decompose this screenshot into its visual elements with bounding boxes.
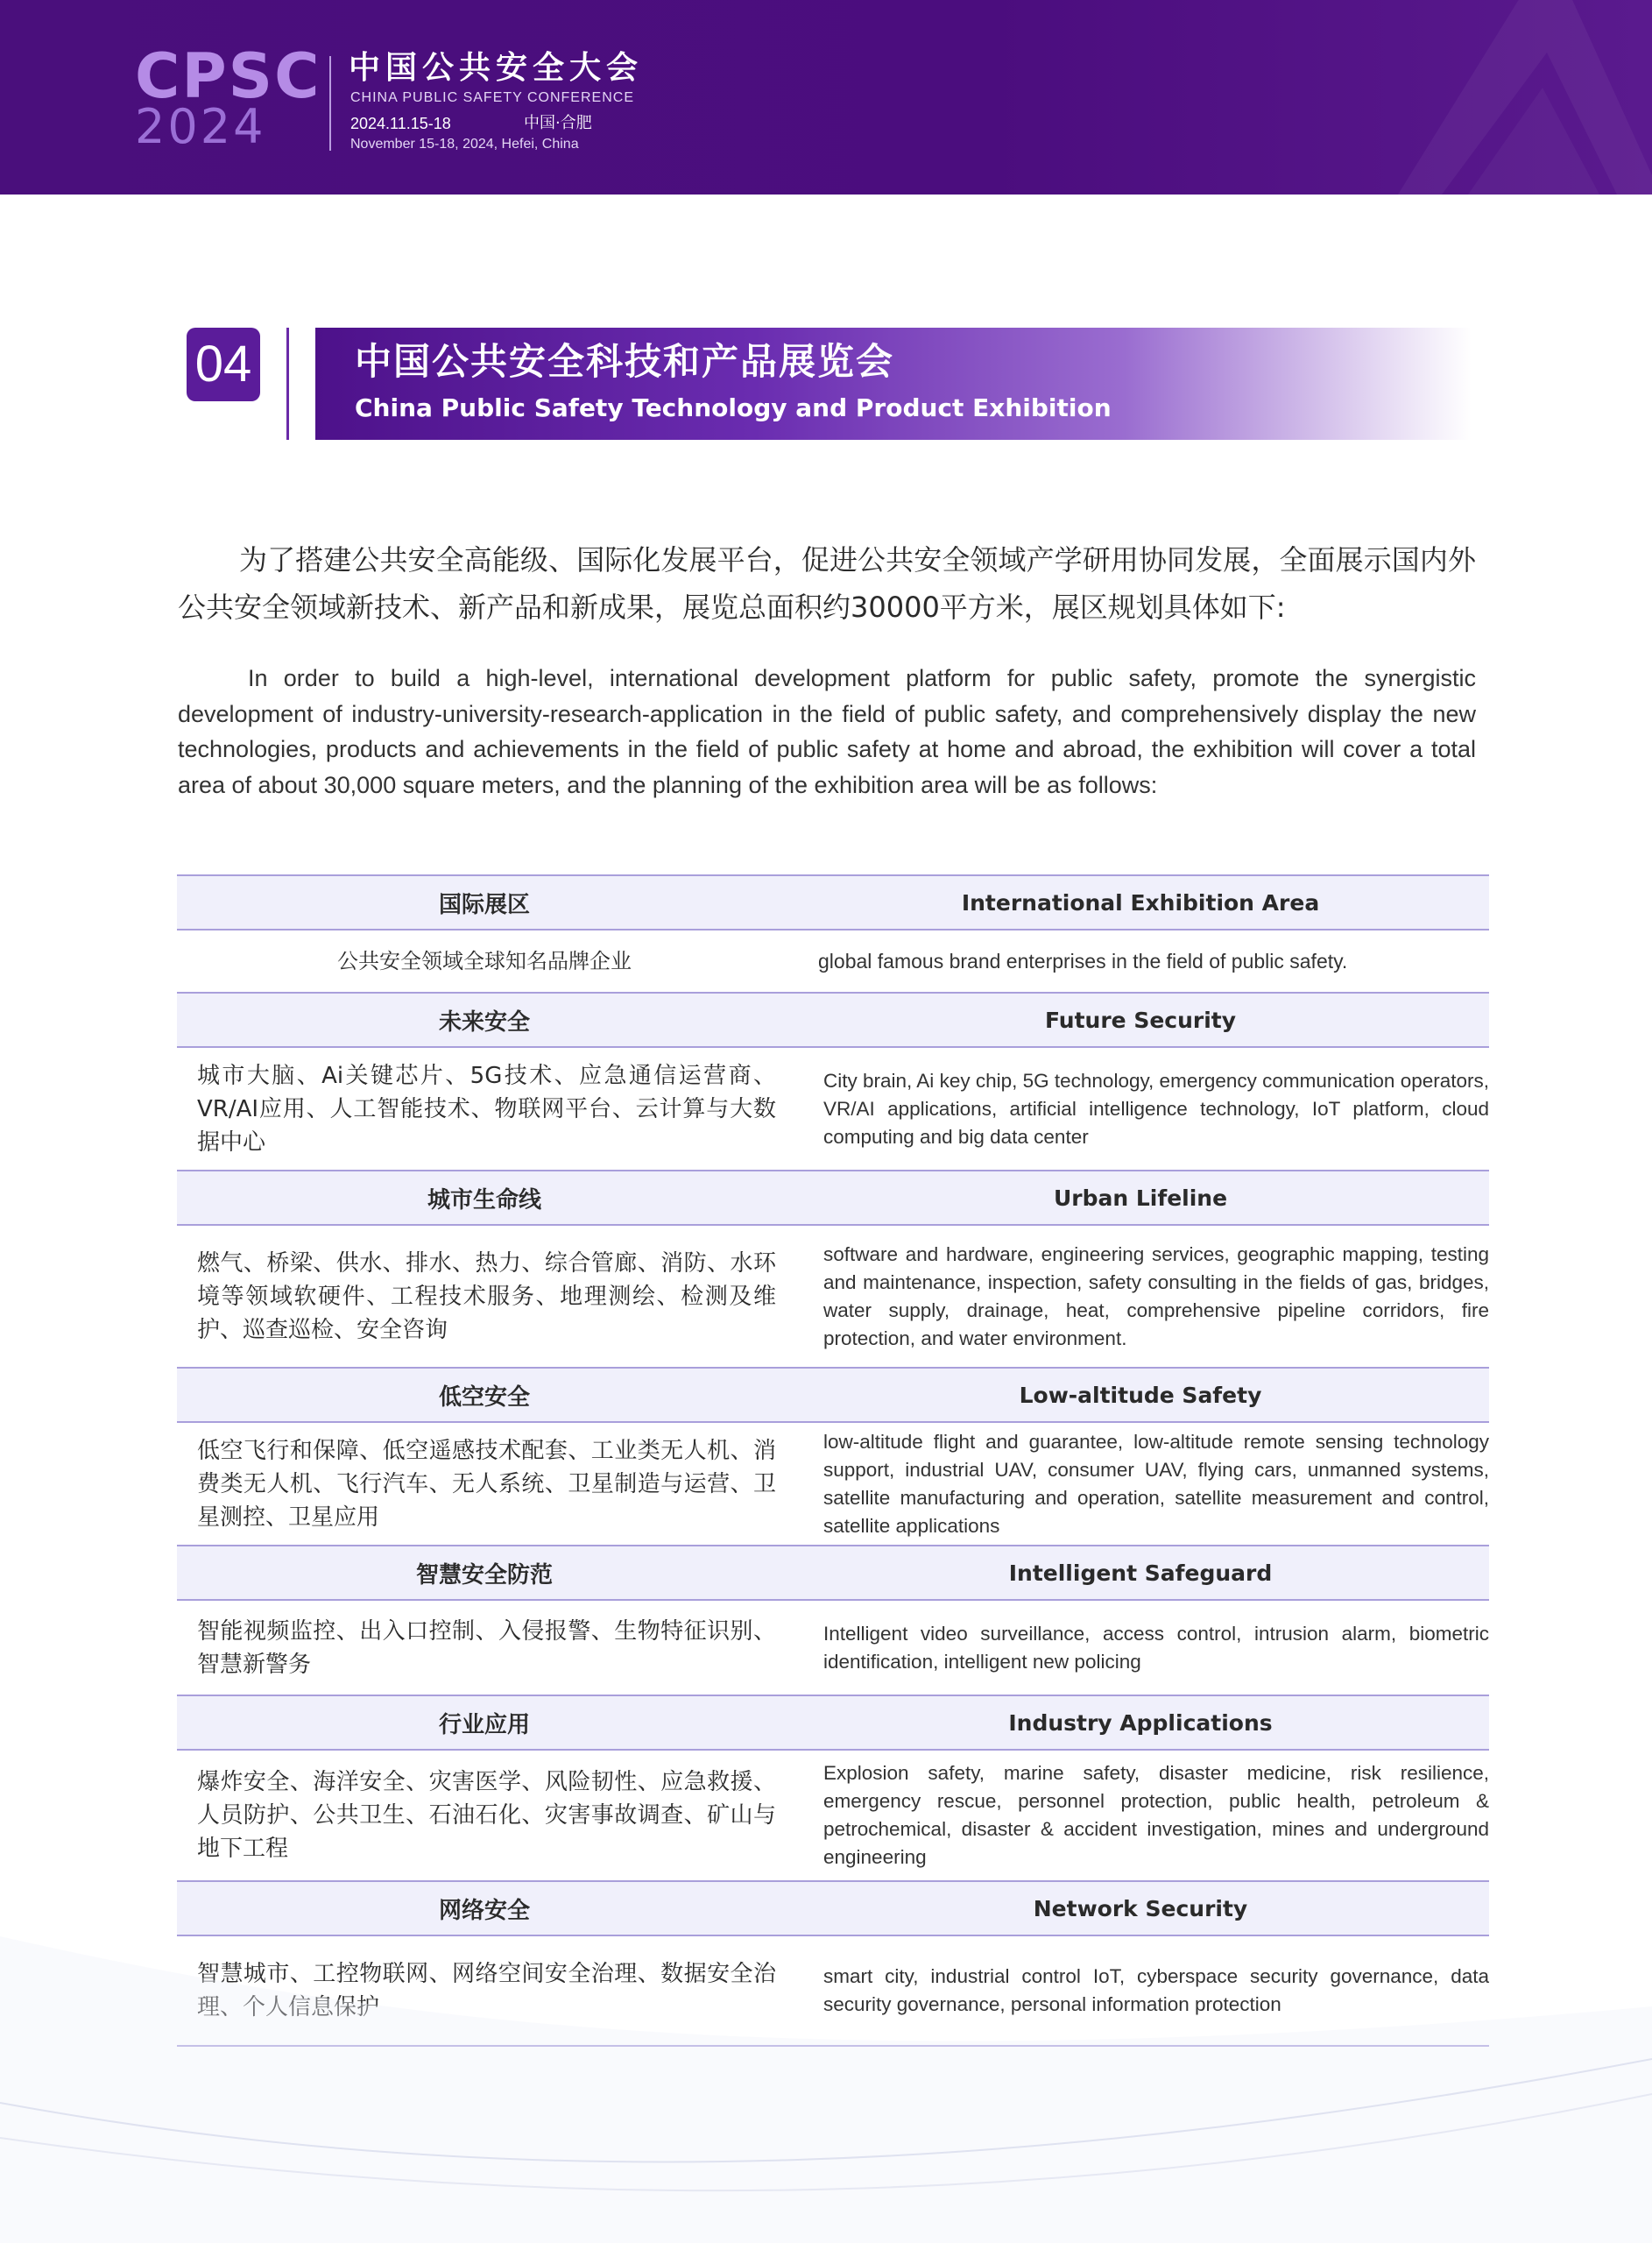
zone-body bbox=[177, 1048, 1489, 1170]
zone-title-en: International Exhibition Area bbox=[961, 889, 1320, 916]
zone-description-cn: 爆炸安全、海洋安全、灾害医学、风险韧性、应急救援、人员防护、公共卫生、石油石化、灾害事故调查、矿山与地下工程 bbox=[197, 1769, 776, 1862]
zone-header bbox=[177, 992, 1489, 1048]
zone-title-en: Future Security bbox=[1044, 1007, 1237, 1033]
zone-description-en: Explosion safety, marine safety, disaster medicine, risk resilience, emergency rescue, personnel protection, public health, petroleum & petrochemical, disaster & accident investigation, mines and underground engineering bbox=[823, 1762, 1489, 1868]
zone-title-en: Low-altitude Safety bbox=[1019, 1382, 1262, 1408]
zone-description-en: software and hardware, engineering services, geographic mapping, testing and maintenance, inspection, safety consulting in the fields of gas, bridges, water supply, drainage, heat, comprehensive pipeline corridors, fire protection, and water environment. bbox=[823, 1242, 1489, 1349]
zone-description-en: smart city, industrial control IoT, cyberspace security governance, data security governance, personal information protection bbox=[823, 1965, 1489, 2015]
zone-header bbox=[177, 1545, 1489, 1601]
zone-title-cn: 低空安全 bbox=[438, 1383, 530, 1411]
zone-description-cn: 智慧城市、工控物联网、网络空间安全治理、数据安全治理、个人信息保护 bbox=[197, 1961, 776, 2020]
header-divider bbox=[329, 56, 331, 151]
zone-title-cn: 网络安全 bbox=[438, 1897, 530, 1924]
zone-description-en: low-altitude flight and guarantee, low-altitude remote sensing technology support, industrial UAV, consumer UAV, flying cars, unmanned systems, satellite manufacturing and operation, satellite measurement and control, satellite applications bbox=[823, 1430, 1489, 1537]
zone-title-cn: 智慧安全防范 bbox=[415, 1561, 553, 1588]
section-title-en: China Public Safety Technology and Product Exhibition bbox=[355, 393, 1112, 422]
conference-date: 2024.11.15-18 bbox=[350, 115, 451, 132]
conference-title-en: CHINA PUBLIC SAFETY CONFERENCE bbox=[350, 90, 634, 105]
zone-body bbox=[177, 1423, 1489, 1545]
zone-title-en: Intelligent Safeguard bbox=[1008, 1560, 1273, 1586]
zone-description-cn: 智能视频监控、出入口控制、入侵报警、生物特征识别、智慧新警务 bbox=[197, 1617, 776, 1678]
zone-description-cn: 燃气、桥梁、供水、排水、热力、综合管廊、消防、水环境等领域软硬件、工程技术服务、地理测绘、检测及维护、巡查巡检、安全咨询 bbox=[197, 1249, 776, 1343]
zone-title-cn: 国际展区 bbox=[438, 891, 530, 918]
zone-header bbox=[177, 1170, 1489, 1226]
logo-year: 2024 bbox=[135, 99, 266, 154]
intro-paragraph-cn: 为了搭建公共安全高能级、国际化发展平台，促进公共安全领域产学研用协同发展，全面展示国内外公共安全领域新技术、新产品和新成果，展览总面积约30000平方米，展区规划具体如下: bbox=[178, 543, 1476, 624]
zone-body bbox=[177, 1226, 1489, 1367]
section-number: 04 bbox=[187, 328, 260, 401]
section-title-cn: 中国公共安全科技和产品展览会 bbox=[355, 340, 895, 383]
conference-place: 中国·合肥 bbox=[524, 114, 592, 132]
wave-decoration bbox=[0, 1910, 1652, 2243]
zone-title-cn: 城市生命线 bbox=[427, 1186, 541, 1213]
zone-body bbox=[177, 1601, 1489, 1695]
cpsc-logo: CPSC bbox=[135, 40, 321, 112]
zone-title-en: Urban Lifeline bbox=[1053, 1185, 1228, 1211]
zone-title-en: Industry Applications bbox=[1008, 1709, 1273, 1736]
zone-header bbox=[177, 1367, 1489, 1423]
zone-title-cn: 未来安全 bbox=[438, 1008, 530, 1036]
zone-description-en: City brain, Ai key chip, 5G technology, emergency communication operators, VR/AI applications, artificial intelligence technology, IoT platform, cloud computing and big data center bbox=[823, 1069, 1489, 1148]
zone-description-en: global famous brand enterprises in the field of public safety. bbox=[818, 950, 1348, 973]
zone-title-en: Network Security bbox=[1033, 1895, 1248, 1921]
zone-description-cn: 低空飞行和保障、低空遥感技术配套、工业类无人机、消费类无人机、飞行汽车、无人系统、卫星制造与运营、卫星测控、卫星应用 bbox=[197, 1437, 776, 1531]
header-banner bbox=[0, 0, 1652, 195]
zone-description-cn: 公共安全领域全球知名品牌企业 bbox=[337, 949, 632, 973]
intro-paragraph-en: In order to build a high-level, international development platform for public safety, promote the synergistic development of industry-university-research-application in the field of public safety, and comprehensively display the new technologies, products and achievements in the field of public safety at home and abroad, the exhibition will cover a total area of about 30,000 square meters, and the planning of the exhibition area will be as follows: bbox=[178, 665, 1476, 798]
exhibition-zones-table bbox=[177, 874, 1489, 2047]
zone-body bbox=[177, 1751, 1489, 1880]
conference-title-cn: 中国公共安全大会 bbox=[349, 50, 644, 86]
zone-header bbox=[177, 874, 1489, 930]
zone-title-cn: 行业应用 bbox=[438, 1711, 530, 1738]
zone-description-en: Intelligent video surveillance, access control, intrusion alarm, biometric identification, intelligent new policing bbox=[823, 1622, 1489, 1673]
conference-date-en: November 15-18, 2024, Hefei, China bbox=[350, 137, 579, 152]
zone-description-cn: 城市大脑、Ai关键芯片、5G技术、应急通信运营商、VR/AI应用、人工智能技术、物联网平台、云计算与大数据中心 bbox=[197, 1062, 776, 1156]
zone-header bbox=[177, 1695, 1489, 1751]
zone-body bbox=[177, 930, 1489, 992]
tower-logo-decoration bbox=[1249, 0, 1652, 195]
section-divider bbox=[286, 328, 289, 440]
